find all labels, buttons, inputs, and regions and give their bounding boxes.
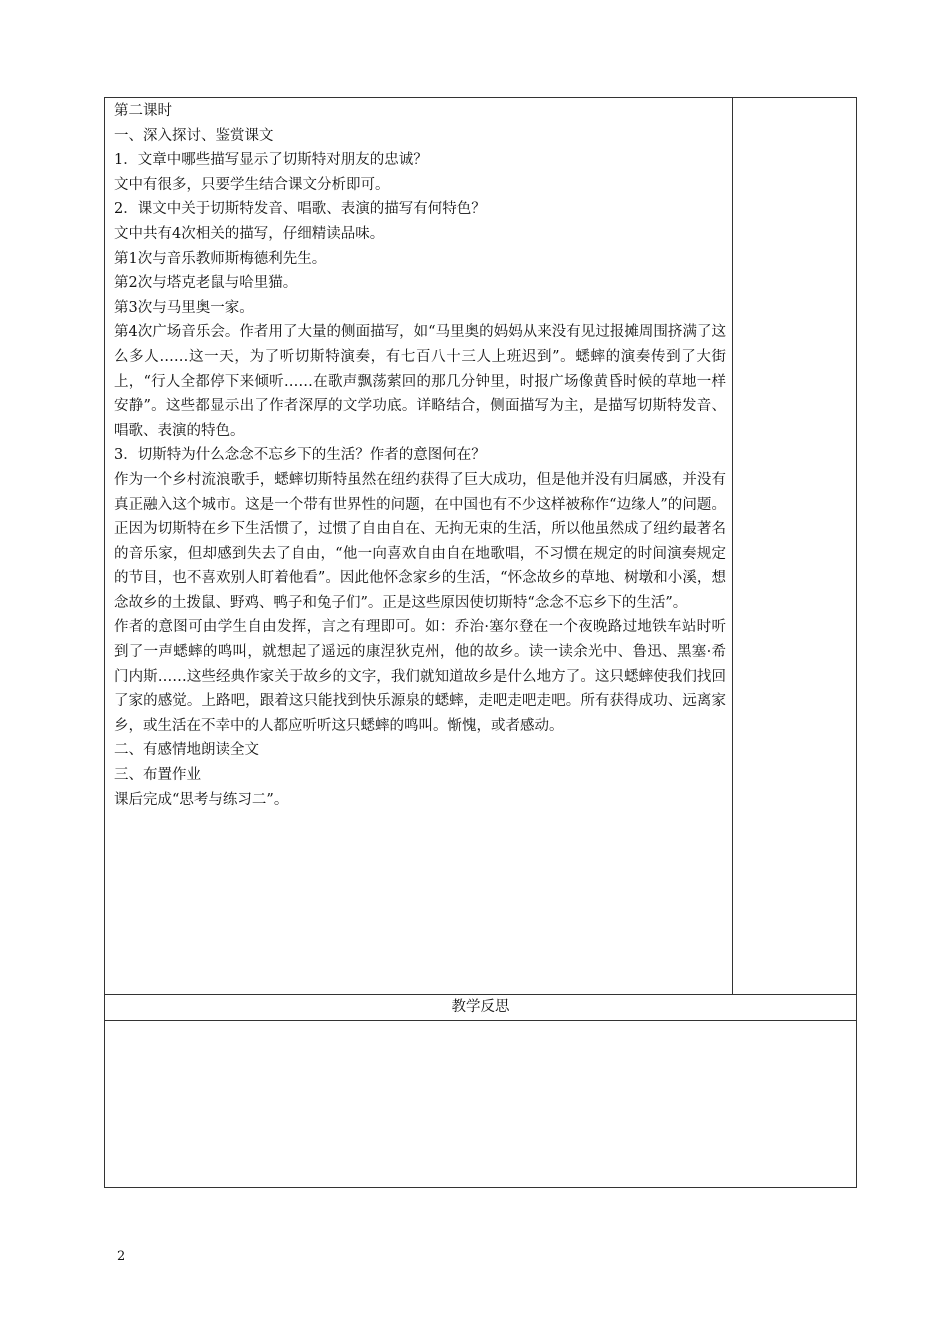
answer-paragraph: 作者的意图可由学生自由发挥，言之有理即可。如：乔治·塞尔登在一个夜晚路过地铁车站时听到了一声蟋蟀的鸣叫，就想起了遥远的康涅狄克州，他的故乡。读一读余光中、鲁迅、黑塞·希门内斯……这些经典作家关于故乡的文字，我们就知道故乡是什么地方了。这只蟋蟀使我们找回了家的感觉。上路吧，跟着这只能找到快乐源泉的蟋蟀，走吧走吧走吧。所有获得成功、远离家乡，或生活在不幸中的人都应听听这只蟋蟀的鸣叫。惭愧，或者感动。 — [114, 619, 726, 734]
answer: 第2次与塔克老鼠与哈里猫。 — [114, 275, 298, 292]
answer: 第1次与音乐教师斯梅德利先生。 — [114, 250, 327, 267]
question: 1．文章中哪些描写显示了切斯特对朋友的忠诚？ — [114, 152, 428, 169]
section-heading: 二、有感情地朗读全文 — [114, 742, 259, 759]
question: 3．切斯特为什么念念不忘乡下的生活？作者的意图何在？ — [114, 447, 486, 464]
answer-paragraph: 第4次广场音乐会。作者用了大量的侧面描写，如“马里奥的妈妈从来没有见过报摊周围挤满了这么多人……这一天，为了听切斯特演奏，有七百八十三人上班迟到”。蟋蟀的演奏传到了大街上，“行人全都停下来倾听……在歌声飘荡萦回的那几分钟里，时报广场像黄昏时候的草地一样安静”。这些都显示出了作者深厚的文学功底。详略结合，侧面描写为主，是描写切斯特发音、唱歌、表演的特色。 — [114, 324, 726, 439]
reflection-cell — [105, 1021, 856, 1187]
question: 2．课文中关于切斯特发音、唱歌、表演的描写有何特色？ — [114, 201, 486, 218]
homework: 课后完成“思考与练习二”。 — [114, 791, 289, 808]
lesson-plan-table — [104, 97, 857, 1188]
lesson-content — [114, 99, 726, 812]
reflection-title: 教学反思 — [451, 999, 510, 1015]
lesson-content-cell — [105, 98, 732, 994]
answer: 文中共有4次相关的描写，仔细精读品味。 — [114, 225, 385, 242]
section-heading: 一、深入探讨、鉴赏课文 — [114, 127, 274, 144]
answer-paragraph: 作为一个乡村流浪歌手，蟋蟀切斯特虽然在纽约获得了巨大成功，但是他并没有归属感，并没有真正融入这个城市。这是一个带有世界性的问题，在中国也有不少这样被称作“边缘人”的问题。正因为切斯特在乡下生活惯了，过惯了自由自在、无拘无束的生活，所以他虽然成了纽约最著名的音乐家，但却感到失去了自由，“他一向喜欢自由自在地歌唱，不习惯在规定的时间演奏规定的节目，也不喜欢别人盯着他看”。因此他怀念家乡的生活，“怀念故乡的草地、树墩和小溪，想念故乡的土拨鼠、野鸡、鸭子和兔子们”。正是这些原因使切斯特“念念不忘乡下的生活”。 — [114, 471, 726, 611]
section-heading: 第二课时 — [114, 103, 172, 119]
section-heading: 三、布置作业 — [114, 767, 201, 784]
side-notes-cell — [732, 98, 857, 994]
page-number: 2 — [117, 1249, 126, 1264]
answer: 文中有很多，只要学生结合课文分析即可。 — [114, 176, 390, 193]
answer: 第3次与马里奥一家。 — [114, 299, 254, 316]
